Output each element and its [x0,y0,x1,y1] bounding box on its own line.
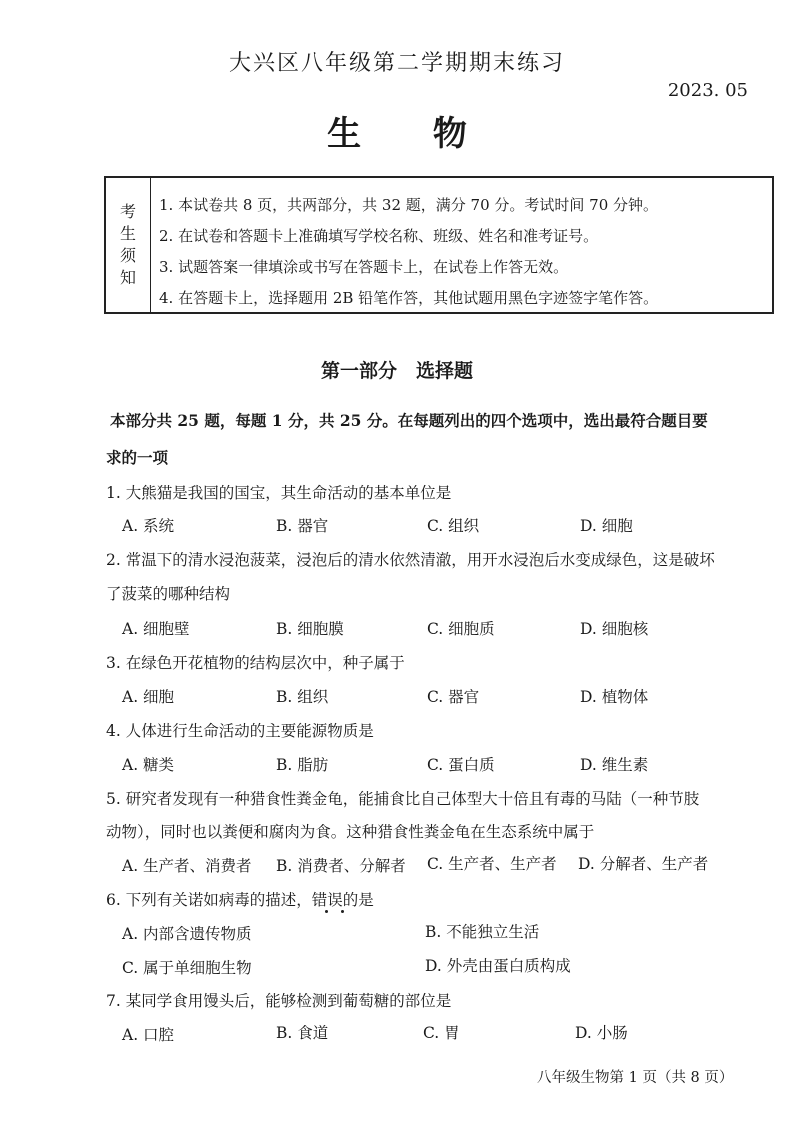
notice-item: 4. 在答题卡上，选择题用 2B 铅笔作答，其他试题用黑色字迹签字笔作答。 [159,289,659,307]
option-c: C. 器官 [427,688,480,706]
notice-items [151,178,772,312]
option-d: D. 维生素 [580,756,649,774]
question-stem-cont: 了菠菜的哪种结构 [106,585,231,603]
option-b: B. 不能独立生活 [425,923,540,941]
section-instructions: 本部分共 25 题，每题 1 分，共 25 分。在每题列出的四个选项中，选出最符合题目要 [110,411,708,430]
notice-label [106,178,151,312]
option-b: B. 器官 [276,517,329,535]
subject-title: 生 物 [327,114,467,154]
option-d: D. 分解者、生产者 [578,855,709,873]
notice-item: 3. 试题答案一律填涂或书写在答题卡上，在试卷上作答无效。 [159,258,569,276]
option-a: A. 内部含遗传物质 [122,925,252,943]
option-b: B. 细胞膜 [276,620,344,638]
option-c: C. 组织 [427,517,480,535]
option-b: B. 组织 [276,688,329,706]
question-stem: 1. 大熊猫是我国的国宝，其生命活动的基本单位是 [106,484,452,502]
option-c: C. 细胞质 [427,620,495,638]
question-stem: 2. 常温下的清水浸泡菠菜，浸泡后的清水依然清澈，用开水浸泡后水变成绿色，这是破坏 [106,551,715,569]
page-footer: 八年级生物第 1 页（共 8 页） [537,1070,734,1086]
notice-label-char: 知 [119,268,136,287]
notice-label-char: 考 [119,202,136,221]
exam-date: 2023. 05 [667,80,748,101]
question-stem: 6. 下列有关诺如病毒的描述，错误的是 [106,891,374,909]
option-a: A. 生产者、消费者 [122,857,252,875]
option-b: B. 食道 [276,1024,329,1042]
option-c: C. 生产者、生产者 [427,855,557,873]
option-d: D. 植物体 [580,688,649,706]
option-a: A. 系统 [122,517,175,535]
section-title: 第一部分 选择题 [320,360,473,382]
option-c: C. 属于单细胞生物 [122,959,252,977]
option-b: B. 消费者、分解者 [276,857,406,875]
notice-item: 1. 本试卷共 8 页，共两部分，共 32 题，满分 70 分。考试时间 70 分钟。 [159,196,659,214]
section-instructions-cont: 求的一项 [106,448,169,467]
emphasis-dot [341,910,344,913]
exam-notice-box [104,176,774,314]
option-b: B. 脂肪 [276,756,329,774]
question-stem: 3. 在绿色开花植物的结构层次中，种子属于 [106,654,405,672]
option-d: D. 细胞 [580,517,633,535]
option-a: A. 细胞 [122,688,175,706]
option-a: A. 糖类 [122,756,175,774]
notice-label-char: 生 [119,224,136,243]
option-a: A. 口腔 [122,1026,175,1044]
question-stem: 5. 研究者发现有一种猎食性粪金龟，能捕食比自己体型大十倍且有毒的马陆（一种节肢 [106,790,700,808]
notice-item: 2. 在试卷和答题卡上准确填写学校名称、班级、姓名和准考证号。 [159,227,599,245]
question-stem: 4. 人体进行生命活动的主要能源物质是 [106,722,374,740]
question-stem: 7. 某同学食用馒头后，能够检测到葡萄糖的部位是 [106,992,452,1010]
option-d: D. 外壳由蛋白质构成 [425,957,571,975]
notice-label-char: 须 [119,246,136,265]
option-c: C. 蛋白质 [427,756,495,774]
exam-title: 大兴区八年级第二学期期末练习 [228,51,565,76]
emphasis-dot [325,910,328,913]
option-d: D. 小肠 [575,1024,628,1042]
question-stem-cont: 动物），同时也以粪便和腐肉为食。这种猎食性粪金龟在生态系统中属于 [106,823,595,841]
option-a: A. 细胞壁 [122,620,190,638]
option-d: D. 细胞核 [580,620,649,638]
option-c: C. 胃 [423,1024,460,1042]
